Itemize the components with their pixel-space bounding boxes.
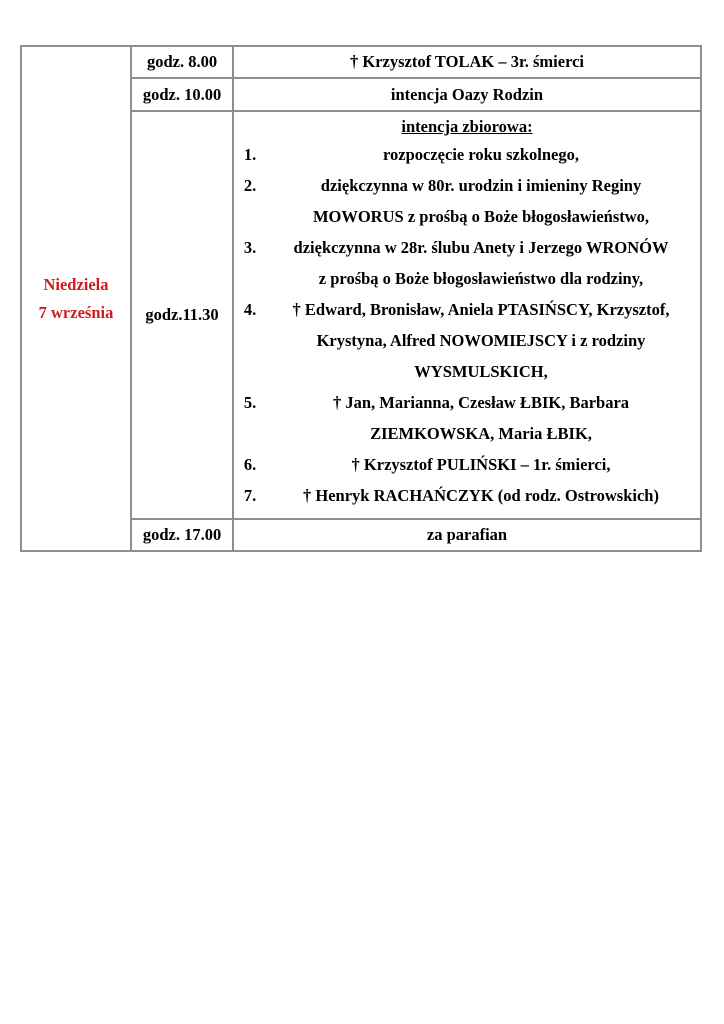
item-number: 2. bbox=[243, 176, 257, 195]
item-number: 7. bbox=[243, 486, 257, 505]
item-text bbox=[262, 480, 700, 511]
item-line: Krystyna, Alfred NOWOMIEJSCY i z rodziny bbox=[316, 331, 646, 350]
item-line: † Jan, Marianna, Czesław ŁBIK, Barbara bbox=[332, 393, 630, 412]
mass-time: godz. 10.00 bbox=[131, 78, 233, 111]
intention-list bbox=[234, 139, 700, 511]
day-date: 7 września bbox=[38, 302, 114, 322]
list-item bbox=[238, 170, 700, 232]
item-line: † Henryk RACHAŃCZYK (od rodz. Ostrowskich) bbox=[303, 486, 659, 505]
item-line: WYSMULSKICH, bbox=[414, 362, 548, 381]
day-cell bbox=[21, 46, 131, 551]
collective-intention-colon: : bbox=[527, 117, 533, 136]
item-line: † Krzysztof PULIŃSKI – 1r. śmierci, bbox=[351, 455, 611, 474]
list-item bbox=[238, 139, 700, 170]
item-line: dziękczynna w 28r. ślubu Anety i Jerzego WRONÓW bbox=[293, 238, 669, 257]
item-text bbox=[262, 170, 700, 232]
collective-intention-cell bbox=[233, 111, 701, 519]
item-line: dziękczynna w 80r. urodzin i imieniny Reginy bbox=[320, 176, 642, 195]
list-item bbox=[238, 449, 700, 480]
item-line: ZIEMKOWSKA, Maria ŁBIK, bbox=[370, 424, 592, 443]
item-line: z prośbą o Boże błogosławieństwo dla rodziny, bbox=[318, 269, 644, 288]
item-number: 1. bbox=[243, 145, 257, 164]
item-number: 6. bbox=[243, 455, 257, 474]
table-row bbox=[21, 46, 701, 78]
mass-time: godz.11.30 bbox=[131, 111, 233, 519]
item-text bbox=[262, 139, 700, 170]
item-line: rozpoczęcie roku szkolnego, bbox=[383, 145, 579, 164]
collective-intention-title bbox=[234, 115, 700, 139]
item-line: MOWORUS z prośbą o Boże błogosławieństwo, bbox=[312, 207, 650, 226]
list-item bbox=[238, 480, 700, 511]
item-number: 5. bbox=[243, 393, 257, 412]
item-text bbox=[262, 449, 700, 480]
day-name: Niedziela bbox=[43, 274, 109, 294]
mass-schedule-table bbox=[20, 45, 702, 552]
list-item bbox=[238, 232, 700, 294]
item-number: 3. bbox=[243, 238, 257, 257]
item-line: † Edward, Bronisław, Aniela PTASIŃSCY, Krzysztof, bbox=[292, 300, 670, 319]
mass-intention: intencja Oazy Rodzin bbox=[233, 78, 701, 111]
item-text bbox=[262, 294, 700, 387]
mass-time: godz. 8.00 bbox=[131, 46, 233, 78]
item-text bbox=[262, 232, 700, 294]
mass-time: godz. 17.00 bbox=[131, 519, 233, 551]
item-text bbox=[262, 387, 700, 449]
mass-intention: za parafian bbox=[233, 519, 701, 551]
collective-intention-title-text: intencja zbiorowa bbox=[401, 117, 528, 136]
list-item bbox=[238, 387, 700, 449]
item-number: 4. bbox=[243, 300, 257, 319]
list-item bbox=[238, 294, 700, 387]
mass-intention: † Krzysztof TOLAK – 3r. śmierci bbox=[233, 46, 701, 78]
